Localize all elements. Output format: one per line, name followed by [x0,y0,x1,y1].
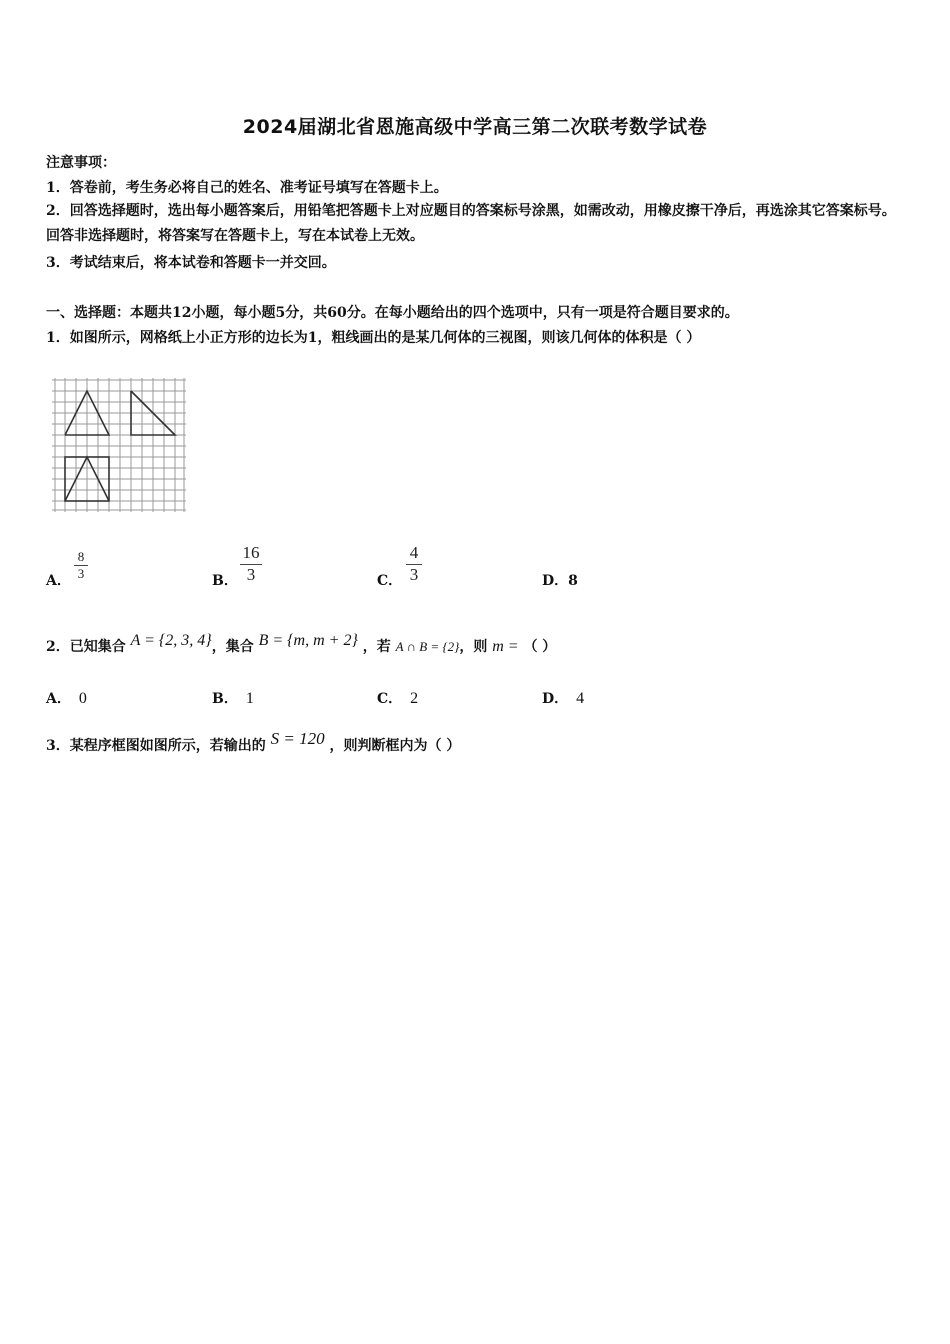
fraction-numerator: 8 [77,549,85,564]
question-1-stem: 1．如图所示，网格纸上小正方形的边长为1，粗线画出的是某几何体的三视图，则该几何体的体积是（ ） [46,330,701,346]
note-item-3: 3．考试结束后，将本试卷和答题卡一并交回。 [46,255,336,271]
q2-option-c-label: C． [377,691,403,707]
q1-option-d-value: 8 [568,573,578,589]
question-2-stem [46,632,557,656]
q2-text-2: ，若 [362,639,391,655]
q2-option-b [212,688,254,708]
q3-suffix: ，则判断框内为（ ） [329,738,461,754]
q2-set-a: A = {2, 3, 4} [130,632,212,649]
question-3-stem [46,729,461,755]
fraction-denominator: 3 [246,564,256,584]
note-item-1: 1．答卷前，考生务必将自己的姓名、准考证号填写在答题卡上。 [46,180,448,196]
q2-option-d-label: D． [542,691,569,707]
note-item-2: 2．回答选择题时，选出每小题答案后，用铅笔把答题卡上对应题目的答案标号涂黑，如需改动，用橡皮擦干净后，再选涂其它答案标号。回答非选择题时，将答案写在答题卡上，写在本试卷上无效。 [46,203,896,244]
q3-prefix: 3．某程序框图如图所示，若输出的 [46,738,266,754]
q2-option-a-value: 0 [78,690,87,707]
fraction-numerator: 4 [409,543,419,562]
q2-option-b-value: 1 [245,690,254,707]
q1-option-c-label: C． [377,573,403,589]
q1-option-d-label: D． [542,573,569,589]
fraction-numerator: 16 [242,543,260,562]
q2-option-a-label: A． [46,691,71,707]
three-view-figure [52,378,188,514]
q2-variable: m = [492,638,519,655]
q2-set-b: B = {m, m + 2} [258,632,358,649]
q2-option-d [542,688,584,708]
q2-option-d-value: 4 [576,690,585,707]
q2-option-b-label: B． [212,691,238,707]
q1-option-c-fraction [406,544,422,584]
q1-option-b-label: B． [212,573,238,589]
grid-lines [52,378,186,512]
q2-prefix: 2．已知集合 [46,639,126,655]
q3-expression: S = 120 [270,729,325,748]
q2-option-a [46,688,87,708]
q1-option-a-label: A． [46,573,71,589]
q1-option-a-fraction [74,550,88,582]
q2-answer-bracket: （ ） [523,639,557,655]
q2-option-c-value: 2 [410,690,419,707]
fraction-denominator: 3 [77,566,85,582]
fraction-denominator: 3 [409,564,419,584]
q2-option-c [377,688,418,708]
q2-text-1: ，集合 [211,639,254,655]
q1-option-b-fraction [240,544,262,584]
section-heading: 一、选择题：本题共12小题，每小题5分，共60分。在每小题给出的四个选项中，只有一项是符合题目要求的。 [46,305,739,321]
notes-heading: 注意事项： [46,155,116,171]
q1-option-d [542,570,578,590]
page-title: 2024届湖北省恩施高级中学高三第二次联考数学试卷 [242,116,708,138]
q2-text-3: ，则 [459,639,488,655]
q2-condition: A ∩ B = {2} [395,639,460,654]
